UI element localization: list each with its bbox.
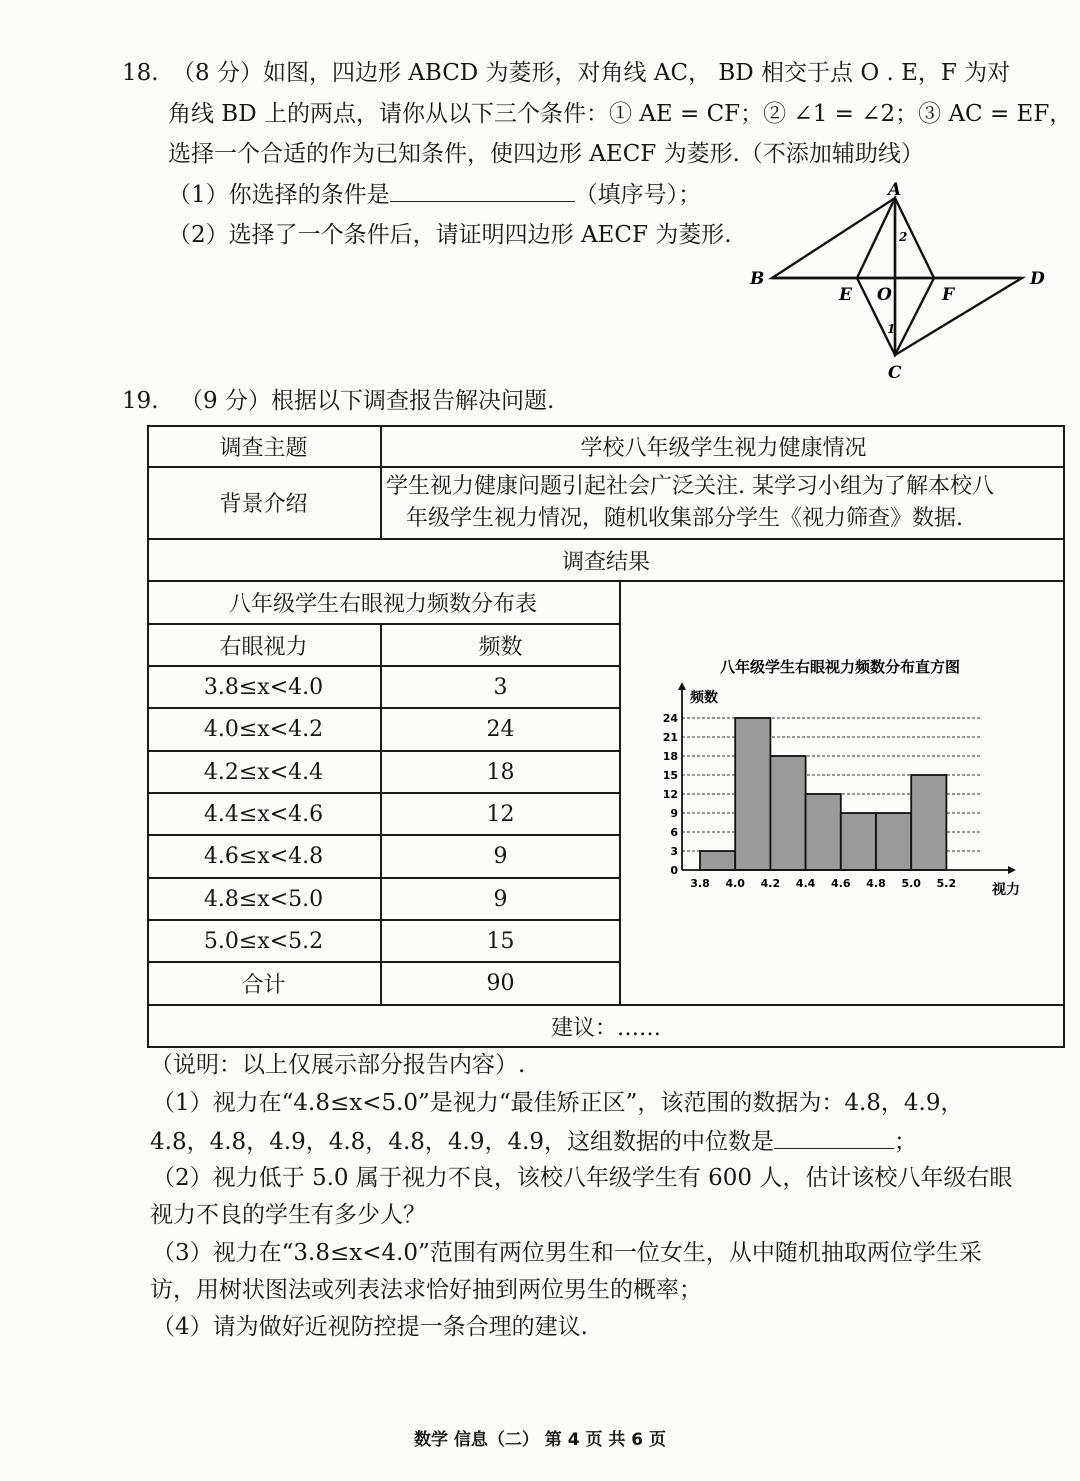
x-axis-label: 视力	[992, 882, 1020, 898]
label-angle-2: 2	[899, 230, 908, 244]
y-tick-label: 3	[670, 845, 678, 858]
histogram-bar	[911, 775, 946, 870]
total-value: 90	[486, 970, 515, 996]
results-label: 调查结果	[561, 549, 650, 575]
histogram-bar	[770, 756, 805, 870]
freq-table-title: 八年级学生右眼视力频数分布表	[228, 591, 537, 617]
freq-row-range: 4.0≤x<4.2	[203, 716, 324, 742]
x-tick-label: 4.0	[725, 877, 745, 890]
freq-row-range: 4.6≤x<4.8	[203, 843, 324, 869]
q18-part-1	[168, 179, 701, 210]
q19-number: 19.	[122, 388, 159, 414]
y-tick-label: 15	[662, 769, 678, 782]
y-tick-label: 12	[662, 788, 678, 801]
background-line-1: 学生视力健康问题引起社会广泛关注. 某学习小组为了解本校八	[386, 474, 994, 499]
x-tick-label: 4.2	[760, 877, 781, 890]
q18-line-3: 选择一个合适的作为已知条件，使四边形 AECF 为菱形.（不添加辅助线）	[168, 141, 924, 167]
col-header-freq: 频数	[478, 634, 523, 660]
rhombus-abcd	[772, 198, 1022, 355]
histogram-bar	[876, 813, 911, 870]
x-tick-label: 4.6	[831, 877, 851, 890]
q19-part1-text: 4.8，4.8，4.9，4.8，4.8，4.9，4.9，这组数据的中位数是	[150, 1129, 775, 1155]
q18-line-1: （8 分）如图，四边形 ABCD 为菱形，对角线 AC， BD 相交于点 O . E，F 为对	[172, 60, 1011, 86]
q19-part1-line2	[150, 1126, 917, 1157]
freq-row-count: 15	[486, 928, 515, 954]
label-a: A	[888, 180, 902, 200]
y-tick-label: 18	[662, 750, 678, 763]
q19-part1-end: ；	[894, 1129, 918, 1155]
histogram-chart	[640, 648, 1040, 918]
q18-part1-prefix: （1）你选择的条件是	[168, 182, 390, 208]
x-tick-label: 5.0	[901, 877, 921, 890]
histogram-bar	[735, 718, 770, 870]
label-f: F	[942, 285, 955, 305]
rhombus-figure	[742, 180, 1052, 385]
histogram-bar	[700, 851, 735, 870]
label-c: C	[888, 363, 902, 383]
topic-label: 调查主题	[219, 435, 308, 461]
label-e: E	[839, 285, 852, 305]
x-tick-label: 5.2	[936, 877, 957, 890]
topic-value: 学校八年级学生视力健康情况	[580, 435, 867, 461]
q19-part2-line2: 视力不良的学生有多少人？	[150, 1202, 426, 1228]
y-tick-label: 24	[662, 712, 678, 725]
x-tick-label: 4.8	[866, 877, 886, 890]
label-d: D	[1030, 269, 1045, 289]
q18-part-2: （2）选择了一个条件后，请证明四边形 AECF 为菱形.	[168, 222, 732, 248]
background-label: 背景介绍	[219, 492, 308, 517]
label-angle-1: 1	[887, 322, 896, 336]
table-divider	[619, 580, 621, 1004]
answer-blank[interactable]	[390, 179, 575, 202]
y-axis-arrow	[678, 682, 686, 690]
page-footer: 数学 信息（二） 第 4 页 共 6 页	[413, 1430, 667, 1450]
freq-row-range: 4.4≤x<4.6	[203, 801, 324, 827]
q19-note: （说明：以上仅展示部分报告内容）.	[150, 1052, 526, 1078]
background-text	[386, 471, 994, 535]
total-label: 合计	[241, 972, 286, 998]
answer-blank[interactable]	[774, 1126, 894, 1149]
freq-row-count: 3	[493, 674, 508, 700]
q19-part2-line1: （2）视力低于 5.0 属于视力不良，该校八年级学生有 600 人，估计该校八年级右眼	[152, 1165, 1013, 1191]
freq-row-count: 9	[493, 843, 508, 869]
y-tick-label: 9	[670, 807, 678, 820]
freq-row-count: 24	[486, 716, 515, 742]
histogram-bar	[806, 794, 841, 870]
q18-number: 18.	[122, 60, 159, 86]
label-o: O	[877, 285, 892, 305]
x-tick-label: 4.4	[795, 877, 816, 890]
freq-row-count: 12	[486, 801, 515, 827]
q18-line-2: 角线 BD 上的两点，请你从以下三个条件：① AE = CF；② ∠1 = ∠2；③ AC = EF，	[168, 101, 1073, 127]
chart-title: 八年级学生右眼视力频数分布直方图	[719, 658, 961, 676]
q19-part4: （4）请为做好近视防控提一条合理的建议.	[152, 1314, 588, 1340]
freq-row-range: 5.0≤x<5.2	[203, 928, 324, 954]
freq-row-count: 9	[493, 886, 508, 912]
q19-part1-line1: （1）视力在“4.8≤x<5.0”是视力“最佳矫正区”，该范围的数据为：4.8，4.9，	[152, 1090, 964, 1116]
y-axis-label: 频数	[690, 690, 718, 706]
y-tick-label: 0	[670, 864, 678, 877]
col-header-vision: 右眼视力	[219, 634, 308, 660]
background-line-2: 年级学生视力情况，随机收集部分学生《视力筛查》数据.	[406, 506, 963, 531]
label-b: B	[750, 269, 765, 289]
histogram-bar	[841, 813, 876, 870]
x-axis-arrow	[1008, 866, 1016, 874]
suggestion: 建议：……	[550, 1015, 661, 1041]
x-tick-label: 3.8	[690, 877, 710, 890]
freq-row-range: 4.2≤x<4.4	[203, 759, 324, 785]
freq-row-range: 4.8≤x<5.0	[203, 886, 324, 912]
freq-row-range: 3.8≤x<4.0	[203, 674, 324, 700]
q19-part3-line1: （3）视力在“3.8≤x<4.0”范围有两位男生和一位女生，从中随机抽取两位学生采	[152, 1240, 982, 1266]
freq-row-count: 18	[486, 759, 515, 785]
y-tick-label: 6	[670, 826, 678, 839]
q18-part1-suffix: （填序号）；	[574, 182, 702, 208]
y-tick-label: 21	[662, 731, 678, 744]
q19-part3-line2: 访，用树状图法或列表法求恰好抽到两位男生的概率；	[150, 1277, 702, 1303]
q19-intro: （9 分）根据以下调查报告解决问题.	[180, 388, 555, 414]
